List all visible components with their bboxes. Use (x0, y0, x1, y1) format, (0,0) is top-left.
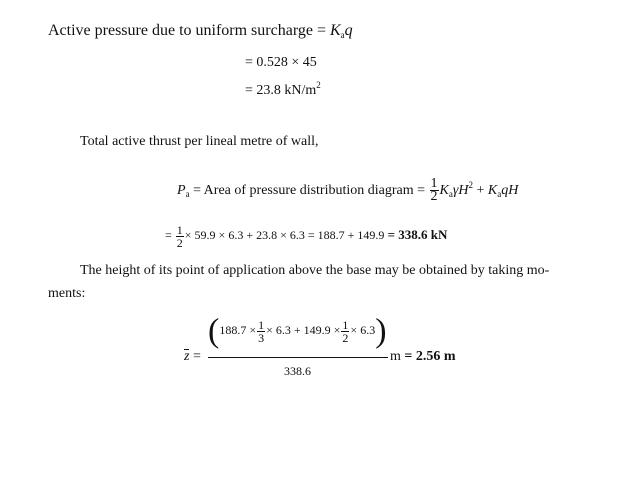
surcharge-substitution: = 0.528 × 45 (245, 55, 317, 70)
pa-fraction (430, 178, 439, 203)
calc-fraction-numerator: 1 (176, 222, 183, 237)
zbar-result-line (390, 349, 456, 365)
p-subscript: a (185, 189, 190, 199)
zbar-denominator: 338.6 (284, 364, 311, 378)
calc-equals: = (165, 228, 175, 242)
zbar-variable: z (184, 349, 190, 364)
zbar-unit: m (390, 349, 401, 364)
numerator-term-3: × 6.3 (350, 323, 376, 337)
pa-fraction-numerator: 1 (430, 176, 438, 192)
paragraph-line-1: The height of its point of application above the base may be obtained by taking mo- (80, 263, 550, 278)
numerator-fraction-1-bottom: 3 (258, 330, 265, 345)
right-paren: ) (375, 312, 387, 350)
k-subscript: a (497, 189, 502, 199)
numerator-term-1: 188.7 × (219, 323, 257, 337)
calc-expression: × 59.9 × 6.3 + 23.8 × 6.3 = 188.7 + 149.9 (184, 228, 385, 242)
surcharge-label: Active pressure due to uniform surcharge = (48, 22, 330, 39)
pa-fraction-denominator: 2 (430, 189, 438, 205)
k-subscript: a (448, 189, 453, 199)
surcharge-result (245, 80, 321, 99)
main-fraction-bar (208, 357, 388, 358)
calc-fraction-denominator: 2 (176, 235, 183, 250)
numerator-fraction-2-top: 1 (342, 317, 349, 332)
pa-description: = Area of pressure distribution diagram = (189, 183, 429, 198)
p-symbol: P (177, 183, 186, 198)
zbar-symbol (184, 349, 201, 365)
gamma-h: γH (452, 183, 469, 198)
numerator-fraction-1 (257, 319, 265, 344)
surcharge-result-value: = 23.8 kN/m (245, 83, 317, 98)
pa-equation (177, 167, 518, 212)
zbar-numerator (208, 311, 387, 349)
h-exponent: 2 (468, 180, 474, 190)
thrust-calculation (165, 219, 447, 251)
k-subscript: a (340, 30, 345, 40)
k-symbol: K (439, 183, 449, 198)
zbar-equals: = (189, 349, 201, 364)
surcharge-pressure-line (48, 22, 353, 40)
plus-sign: + (473, 183, 488, 198)
numerator-fraction-2-bottom: 2 (342, 330, 349, 345)
k-symbol: K (487, 183, 498, 198)
surcharge-result-exponent: 2 (316, 80, 321, 90)
numerator-fraction-1-top: 1 (258, 317, 265, 332)
numerator-fraction-2 (341, 319, 349, 344)
calc-fraction (176, 224, 184, 249)
thrust-result: = 338.6 kN (384, 227, 448, 242)
k-symbol: K (329, 22, 341, 39)
numerator-term-2: × 6.3 + 149.9 × (266, 323, 341, 337)
left-paren: ( (208, 312, 220, 350)
q-h: qH (501, 183, 519, 198)
paragraph-line-2: ments: (48, 286, 86, 301)
zbar-result: = 2.56 m (400, 349, 456, 364)
thrust-intro: Total active thrust per lineal metre of wall, (80, 134, 319, 149)
q-symbol: q (344, 22, 353, 39)
